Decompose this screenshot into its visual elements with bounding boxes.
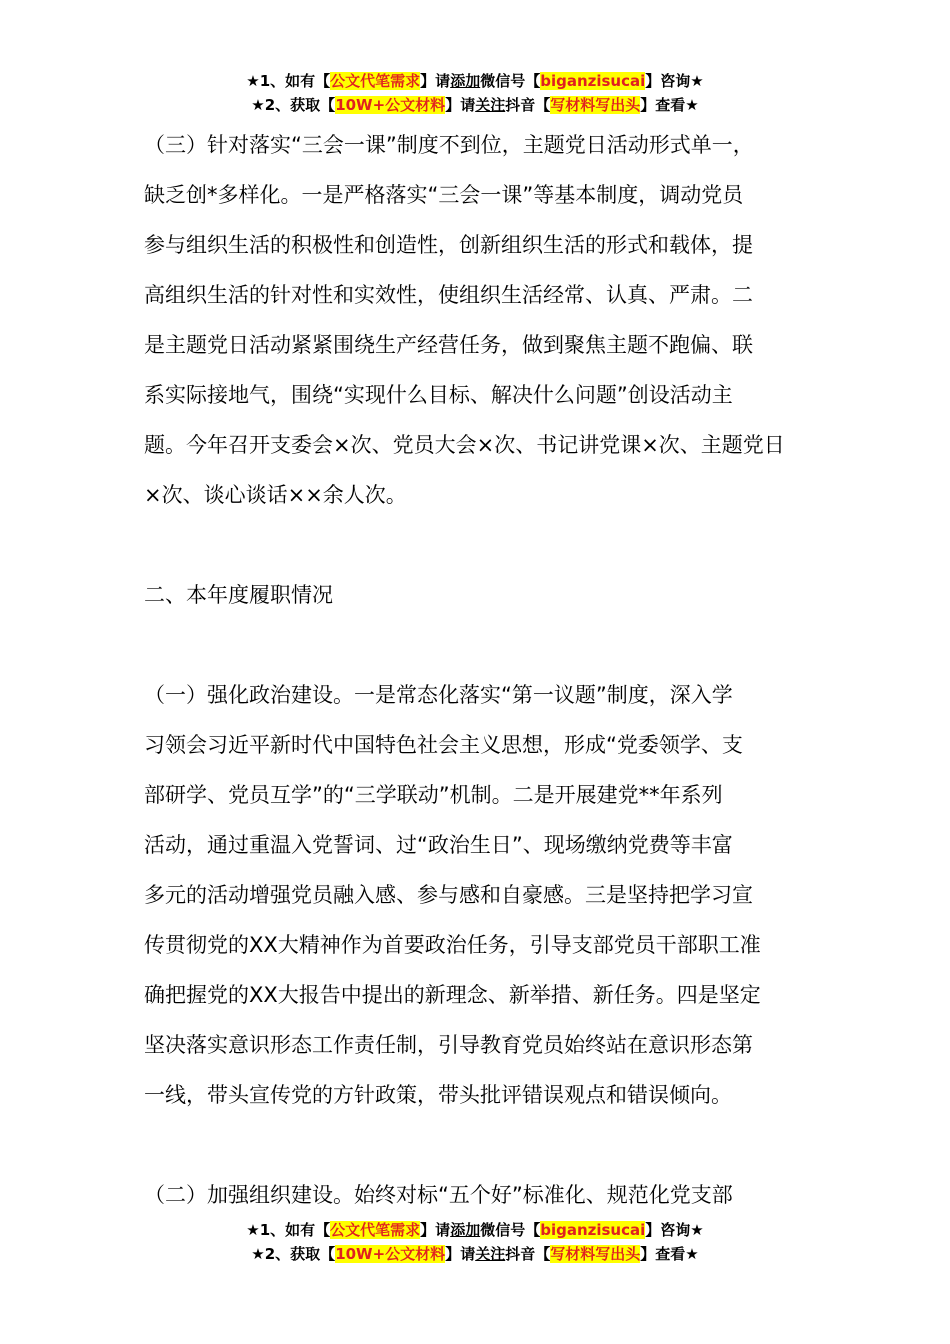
highlight-douyin-id: 写材料写出头 [550, 1245, 641, 1263]
paragraph-gap [144, 1120, 814, 1170]
paragraph-item-3-summary: （三）针对落实“三会一课”制度不到位，主题党日活动形式单一， 缺乏创*多样化。一是严格落实“三会一课”等基本制度，调动党员 参与组织生活的积极性和创造性，创新组织生活的形式和载体，提 高组织生活的针对性和实效性，使组织生活经常、认真、严肃。二 是主题党日活动紧紧围绕生产经营任务，做到聚焦主题不跑偏、联 系实际接地气，围绕“实现什么目标、解决什么问题”创设活动主 题。今年召开支委会×次、党员大会×次、书记讲党课×次、主题党日 ×次、谈心谈话××余人次。 [144, 133, 785, 507]
banner-line-1 [0, 1218, 950, 1242]
banner-text: 微信号【 [480, 72, 541, 90]
document-body [144, 120, 814, 1220]
banner-text: 】请 [420, 72, 451, 90]
underlined-word: 关注 [475, 96, 506, 114]
banner-text: 】查看★ [640, 96, 699, 114]
banner-text: 】咨询★ [645, 1221, 704, 1239]
section-heading: 二、本年度履职情况 [144, 583, 333, 607]
banner-text: ★2、获取【 [251, 1245, 336, 1263]
banner-text: ★1、如有【 [246, 1221, 331, 1239]
banner-text: 】查看★ [640, 1245, 699, 1263]
banner-text: 】请 [445, 1245, 476, 1263]
banner-text: 】请 [445, 96, 476, 114]
highlight-materials: 10W+公文材料 [335, 96, 446, 114]
banner-line-2 [0, 1242, 950, 1266]
highlight-service: 公文代笔需求 [330, 1221, 421, 1239]
highlight-wechat-id: biganzisucai [540, 72, 646, 90]
banner-text: ★1、如有【 [246, 72, 331, 90]
paragraph-gap [144, 620, 814, 670]
header-banner [0, 69, 950, 117]
banner-text: 抖音【 [505, 96, 551, 114]
highlight-service: 公文代笔需求 [330, 72, 421, 90]
banner-text: ★2、获取【 [251, 96, 336, 114]
underlined-word: 关注 [475, 1245, 506, 1263]
paragraph-gap [144, 520, 814, 570]
banner-text: 抖音【 [505, 1245, 551, 1263]
banner-line-2 [0, 93, 950, 117]
banner-text: 】请 [420, 1221, 451, 1239]
highlight-wechat-id: biganzisucai [540, 1221, 646, 1239]
highlight-materials: 10W+公文材料 [335, 1245, 446, 1263]
paragraph-organization-building: （二）加强组织建设。始终对标“五个好”标准化、规范化党支部 [144, 1183, 733, 1207]
footer-banner [0, 1218, 950, 1266]
banner-text: 微信号【 [480, 1221, 541, 1239]
banner-text: 】咨询★ [645, 72, 704, 90]
underlined-word: 添加 [450, 1221, 481, 1239]
paragraph-political-building: （一）强化政治建设。一是常态化落实“第一议题”制度，深入学 习领会习近平新时代中国特色社会主义思想，形成“党委领学、支 部研学、党员互学”的“三学联动”机制。二是开展建党**年系列 活动，通过重温入党誓词、过“政治生日”、现场缴纳党费等丰富 多元的活动增强党员融入感、参与感和自豪感。三是坚持把学习宣 传贯彻党的XX大精神作为首要政治任务，引导支部党员干部职工准 确把握党的XX大报告中提出的新理念、新举措、新任务。四是坚定 坚决落实意识形态工作责任制，引导教育党员始终站在意识形态第 一线，带头宣传党的方针政策，带头批评错误观点和错误倾向。 [144, 683, 761, 1107]
banner-line-1 [0, 69, 950, 93]
highlight-douyin-id: 写材料写出头 [550, 96, 641, 114]
underlined-word: 添加 [450, 72, 481, 90]
